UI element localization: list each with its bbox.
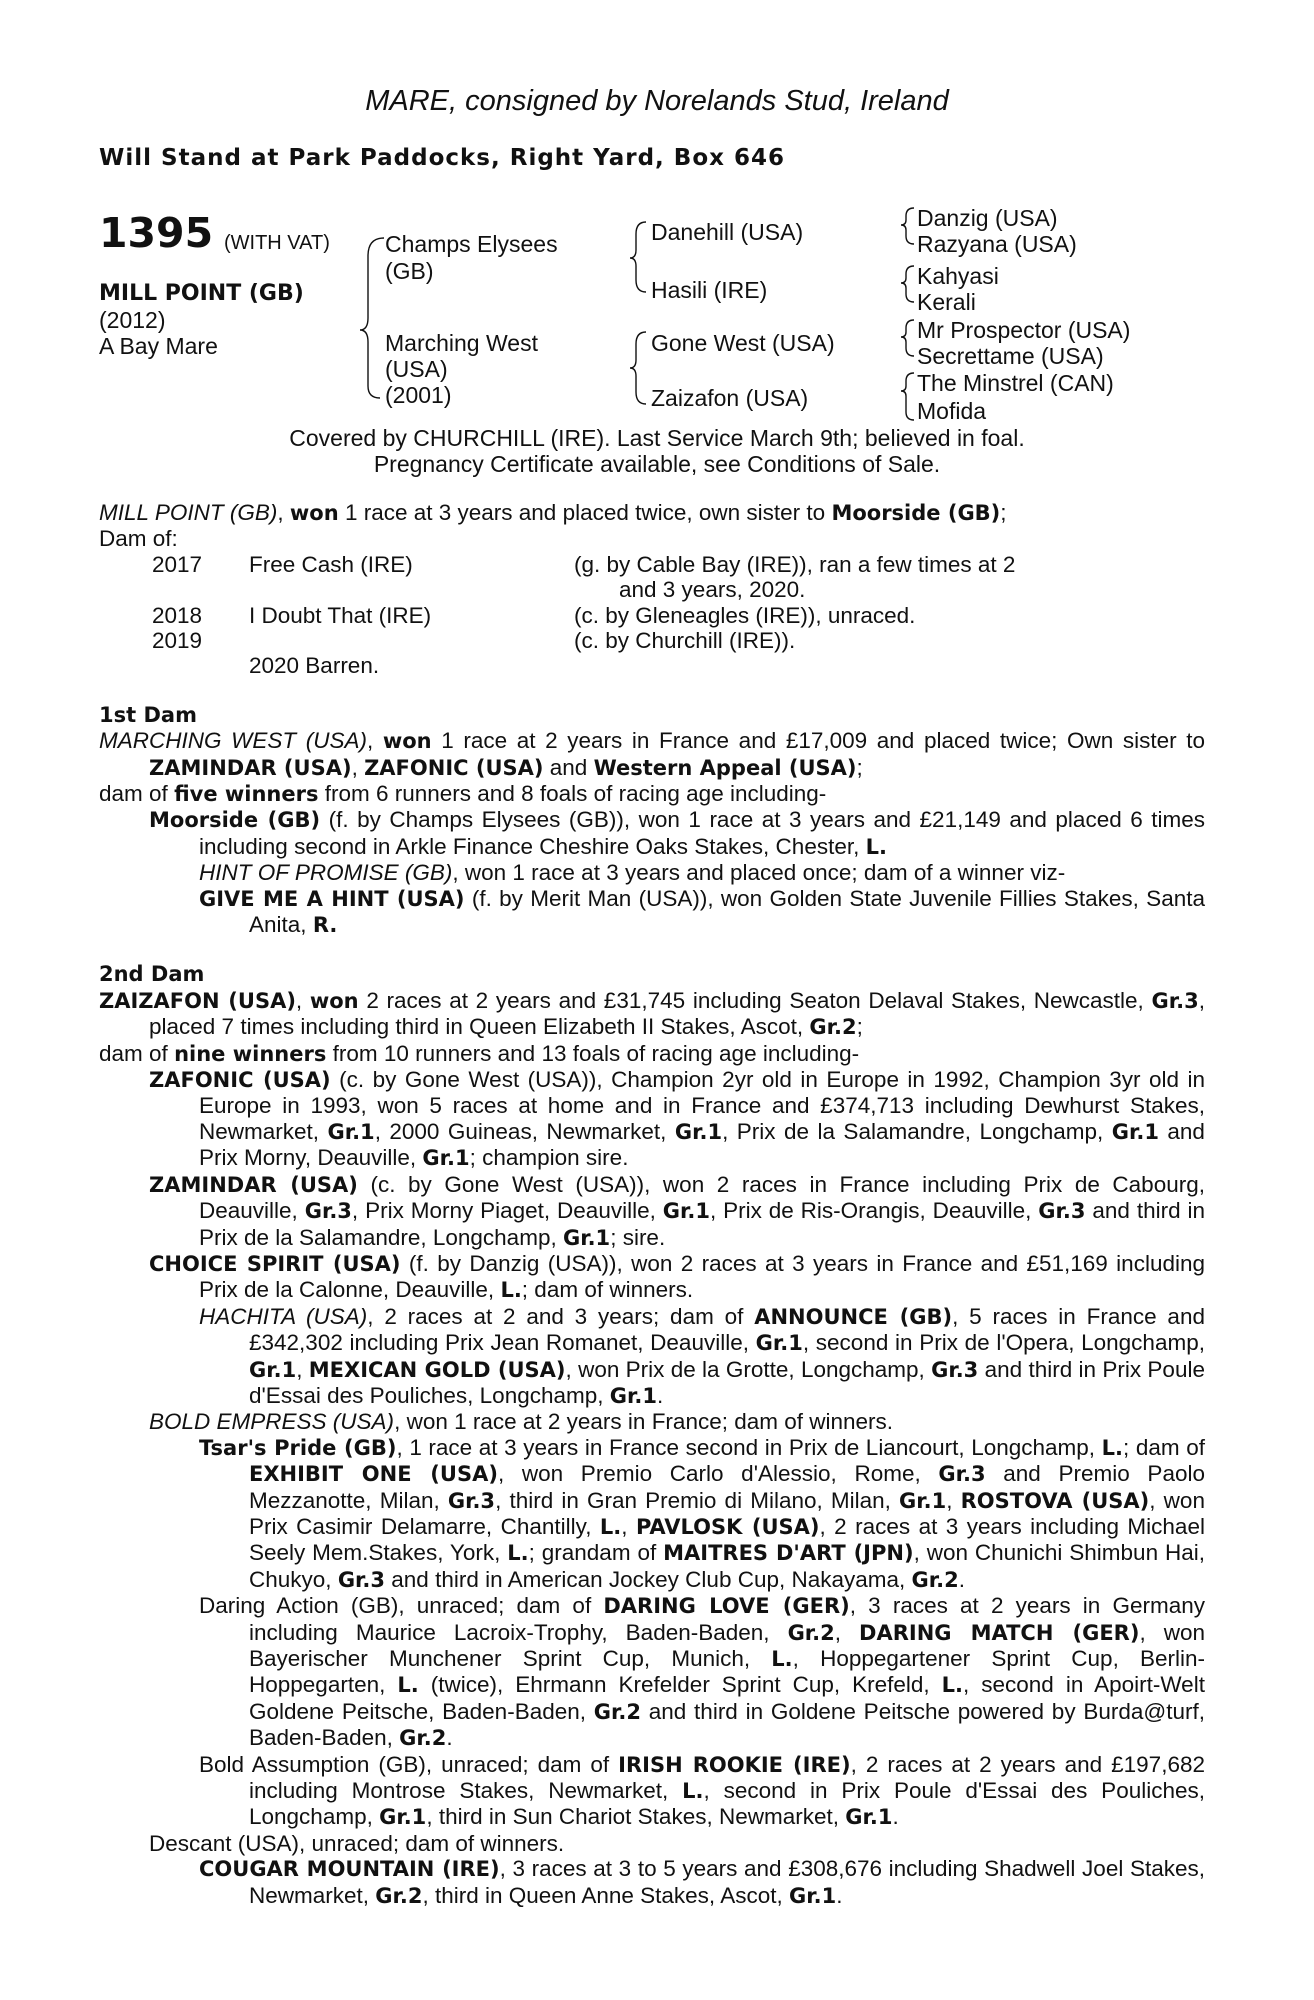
pedigree-sire-dam: Hasili (IRE) xyxy=(651,277,768,303)
vat-note: (WITH VAT) xyxy=(224,232,330,254)
progeny-bold-assumption: Bold Assumption (GB), unraced; dam of IRISH ROOKIE (IRE), 2 races at 2 years and £197,682 including Montrose Stakes, Newmarket, L., second in Prix Poule d'Essai des Pouliches, Longchamp, Gr.1, third in Sun Chariot Stakes, Newmarket, Gr.1. xyxy=(199,1751,1205,1830)
progeny-zafonic: ZAFONIC (USA) (c. by Gone West (USA)), Champion 2yr old in Europe in 1992, Champion 3yr old in Europe in 1993, won 5 races at home and in France and £374,713 including Dewhurst Stakes, Newmarket, Gr.1, 2000 Guineas, Newmarket, Gr.1, Prix de la Salamandre, Longchamp, Gr.1 and Prix Morny, Deauville, Gr.1; champion sire. xyxy=(149,1067,1205,1171)
pedigree-dam-line1: Marching West xyxy=(385,330,538,356)
pedigree-gen3-8: Mofida xyxy=(917,398,987,424)
catalogue-header-title: MARE, consigned by Norelands Stud, Ireland xyxy=(365,85,949,117)
brace-g56 xyxy=(901,320,914,356)
progeny-hint-of-promise: HINT OF PROMISE (GB), won 1 race at 3 years and placed once; dam of a winner viz- xyxy=(199,860,1066,886)
progeny-cougar-mountain: COUGAR MOUNTAIN (IRE), 3 races at 3 to 5 years and £308,676 including Shadwell Joel Stakes, Newmarket, Gr.2, third in Queen Anne Stakes, Ascot, Gr.1. xyxy=(199,1856,1205,1908)
pedigree-sire-sire: Danehill (USA) xyxy=(651,219,804,245)
pedigree-dam-dam: Zaizafon (USA) xyxy=(651,385,809,411)
brace-sire-line xyxy=(630,222,646,292)
progeny-tsars-pride: Tsar's Pride (GB), 1 race at 3 years in France second in Prix de Liancourt, Longchamp, L.; dam of EXHIBIT ONE (USA), won Premio Carlo d'Alessio, Rome, Gr.3 and Premio Paolo Mezzanotte, Milan, Gr.3, third in Gran Premio di Milano, Milan, Gr.1, ROSTOVA (USA), won Prix Casimir Delamarre, Chantilly, L., PAVLOSK (USA), 2 races at 3 years including Michael Seely Mem.Stakes, York, L.; grandam of MAITRES D'ART (JPN), won Chunichi Shimbun Hai, Chukyo, Gr.3 and third in American Jockey Club Cup, Nakayama, Gr.2. xyxy=(199,1434,1205,1592)
progeny-moorside: Moorside (GB) (f. by Champs Elysees (GB)), won 1 race at 3 years and £21,149 and placed 6 times including second in Arkle Finance Cheshire Oaks Stakes, Chester, L. xyxy=(149,807,1205,859)
produce-row: 2018 I Doubt That (IRE) (c. by Gleneagles (IRE)), unraced. xyxy=(152,602,916,628)
produce-row-continuation: and 3 years, 2020. xyxy=(619,577,806,603)
pedigree-gen3-7: The Minstrel (CAN) xyxy=(917,370,1114,396)
mare-summary: MILL POINT (GB), won 1 race at 3 years and placed twice, own sister to Moorside (GB); xyxy=(99,500,1007,525)
lot-description: A Bay Mare xyxy=(99,333,218,359)
progeny-bold-empress: BOLD EMPRESS (USA), won 1 race at 2 years in France; dam of winners. xyxy=(149,1409,894,1435)
stand-location: Will Stand at Park Paddocks, Right Yard, Box 646 xyxy=(99,145,785,171)
brace-g78 xyxy=(901,373,914,420)
progeny-choice-spirit: CHOICE SPIRIT (USA) (f. by Danzig (USA)), won 2 races at 3 years in France and £51,169 including Prix de la Calonne, Deauville, L.; dam of winners. xyxy=(149,1250,1205,1303)
catalogue-body xyxy=(99,500,1205,1909)
pedigree-gen3-1: Danzig (USA) xyxy=(917,205,1058,231)
pedigree-dam-line3: (2001) xyxy=(385,382,452,408)
pedigree-gen3-2: Razyana (USA) xyxy=(917,231,1077,257)
produce-row: 2019 (c. by Churchill (IRE)). xyxy=(152,628,796,653)
second-dam-summary: ZAIZAFON (USA), won 2 races at 2 years and £31,745 including Seaton Delaval Stakes, Newcastle, Gr.3, placed 7 times including third in Queen Elizabeth II Stakes, Ascot, Gr.2; xyxy=(99,987,1205,1040)
second-dam-dam-of: dam of nine winners from 10 runners and 13 foals of racing age including- xyxy=(99,1040,860,1066)
pedigree-dam-line2: (USA) xyxy=(385,356,448,382)
pedigree-gen3-3: Kahyasi xyxy=(917,263,999,289)
covered-line: Covered by CHURCHILL (IRE). Last Service March 9th; believed in foal. xyxy=(289,425,1025,451)
lot-year: (2012) xyxy=(99,307,166,333)
pedigree-dam-sire: Gone West (USA) xyxy=(651,330,835,356)
brace-g34 xyxy=(901,266,914,302)
pedigree-sire-line1: Champs Elysees xyxy=(385,231,558,257)
first-dam-summary: MARCHING WEST (USA), won 1 race at 2 years in France and £17,009 and placed twice; Own sister to ZAMINDAR (USA), ZAFONIC (USA) and Western Appeal (USA); xyxy=(99,728,1205,780)
brace-dam-line xyxy=(630,332,646,404)
pedigree-sire-line2: (GB) xyxy=(385,258,434,284)
lot-number: 1395 xyxy=(99,209,214,257)
dam-of-label: Dam of: xyxy=(99,526,178,552)
progeny-descant: Descant (USA), unraced; dam of winners. xyxy=(149,1830,565,1856)
progeny-hachita: HACHITA (USA), 2 races at 2 and 3 years; dam of ANNOUNCE (GB), 5 races in France and £342,302 including Prix Jean Romanet, Deauville, Gr.1, second in Prix de l'Opera, Longchamp, Gr.1, MEXICAN GOLD (USA), won Prix de la Grotte, Longchamp, Gr.3 and third in Prix Poule d'Essai des Pouliches, Longchamp, Gr.1. xyxy=(199,1303,1205,1408)
first-dam-heading: 1st Dam xyxy=(99,702,197,727)
pregnancy-certificate-line: Pregnancy Certificate available, see Conditions of Sale. xyxy=(373,451,941,477)
pedigree-gen3-6: Secrettame (USA) xyxy=(917,343,1104,369)
brace-g12 xyxy=(901,208,914,244)
pedigree-braces xyxy=(0,0,1314,440)
produce-barren: 2020 Barren. xyxy=(249,653,380,679)
pedigree-gen3-5: Mr Prospector (USA) xyxy=(917,317,1131,343)
brace-sire-dam xyxy=(360,238,384,398)
second-dam-heading: 2nd Dam xyxy=(99,962,205,987)
pedigree-gen3-4: Kerali xyxy=(917,289,976,315)
lot-horse-name: MILL POINT (GB) xyxy=(99,281,304,306)
progeny-give-me-a-hint: GIVE ME A HINT (USA) (f. by Merit Man (USA)), won Golden State Juvenile Fillies Stakes, Santa Anita, R. xyxy=(199,885,1205,938)
first-dam-dam-of: dam of five winners from 6 runners and 8 foals of racing age including- xyxy=(99,781,827,807)
produce-row: 2017 Free Cash (IRE) (g. by Cable Bay (IRE)), ran a few times at 2 xyxy=(152,551,1016,577)
progeny-daring-action: Daring Action (GB), unraced; dam of DARING LOVE (GER), 3 races at 2 years in Germany including Maurice Lacroix-Trophy, Baden-Baden, Gr.2, DARING MATCH (GER), won Bayerischer Munchener Sprint Cup, Munich, L., Hoppegartener Sprint Cup, Berlin-Hoppegarten, L. (twice), Ehrmann Krefelder Sprint Cup, Krefeld, L., second in Apoirt-Welt Goldene Peitsche, Baden-Baden, Gr.2 and third in Goldene Peitsche powered by Burda@turf, Baden-Baden, Gr.2. xyxy=(199,1593,1205,1751)
progeny-zamindar: ZAMINDAR (USA) (c. by Gone West (USA)), won 2 races in France including Prix de Cabourg, Deauville, Gr.3, Prix Morny Piaget, Deauville, Gr.1, Prix de Ris-Orangis, Deauville, Gr.3 and third in Prix de la Salamandre, Longchamp, Gr.1; sire. xyxy=(149,1171,1206,1250)
